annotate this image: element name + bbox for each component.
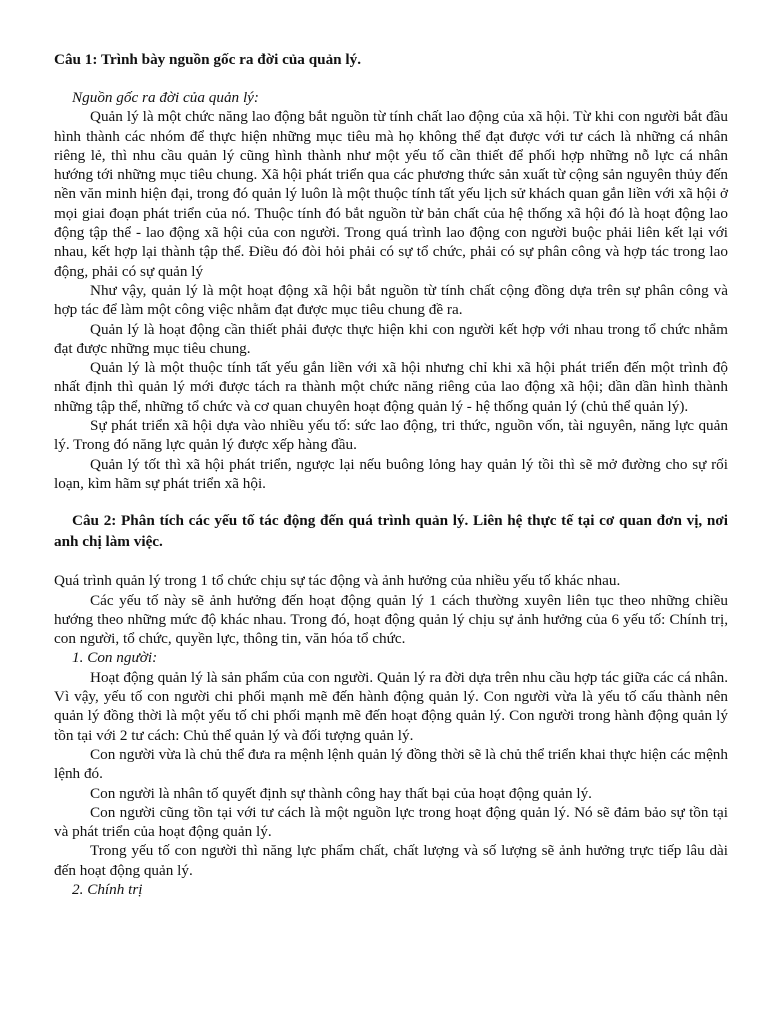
s1-paragraph-1: Hoạt động quản lý là sản phẩm của con người. Quản lý ra đời dựa trên nhu cầu hợp tác giữa các cá nhân. Vì vậy, yếu tố con người chi phối mạnh mẽ đến hành động quản lý. Con người vừa là yếu tố cấu thành nên quản lý đồng thời là một yếu tố chi phối mạnh mẽ đến hoạt động quản lý. Con người trong hành động quản lý tồn tại với 2 tư cách: Chủ thể quản lý và đối tượng quản lý.: [54, 668, 728, 744]
q1-paragraph-4: Quản lý là một thuộc tính tất yếu gắn liền với xã hội nhưng chỉ khi xã hội phát triển đến một trình độ nhất định thì quản lý mới được tách ra thành một chức năng riêng của lao động xã hội; dần dần hình thành những tập thể, những tổ chức và cơ quan chuyên hoạt động quản lý - hệ thống quản lý (chủ thể quản lý).: [54, 359, 728, 415]
section1-heading: 1. Con người:: [72, 649, 158, 667]
q2-intro-paragraph-2: Các yếu tố này sẽ ảnh hưởng đến hoạt động quản lý 1 cách thường xuyên liên tục theo những chiều hướng theo những mức độ khác nhau. Trong đó, hoạt động quản lý chịu sự ảnh hưởng của 6 yếu tố: Chính trị, con người, tổ chức, quyền lực, thông tin, văn hóa tổ chức.: [54, 591, 728, 648]
question2-title: Câu 2: Phân tích các yếu tố tác động đến quá trình quản lý. Liên hệ thực tế tại cơ quan đơn vị, nơi anh chị làm việc.: [54, 512, 728, 551]
q1-paragraph-2: Như vậy, quản lý là một hoạt động xã hội bắt nguồn từ tính chất cộng đồng dựa trên sự phân công và hợp tác để làm một công việc nhằm đạt được mục tiêu chung đề ra.: [54, 281, 728, 319]
q1-paragraph-1: Quản lý là một chức năng lao động bắt nguồn từ tính chất lao động của xã hội. Từ khi con người bắt đầu hình thành các nhóm để thực hiện những mục tiêu mà họ không thể đạt được với tư cách là những cá nhân riêng lẻ, thì nhu cầu quản lý cũng hình thành như một yếu tố cần thiết để phối hợp những nỗ lực cá nhân hướng tới những mục tiêu chung. Xã hội phát triển qua các phương thức sản xuất từ cộng sản nguyên thủy đến nền văn minh hiện đại, trong đó quản lý luôn là một thuộc tính tất yếu lịch sử khách quan gắn liền với xã hội ở mọi giai đoạn phát triển của nó. Thuộc tính đó bắt nguồn từ bản chất của hệ thống xã hội đó là hoạt động lao động tập thể - lao động xã hội của con người. Trong quá trình lao động con người buộc phải liên kết lại với nhau, kết hợp lại thành tập thể. Điều đó đòi hỏi phải có sự tổ chức, phải có sự phân công và hợp tác trong lao động, phải có sự quản lý: [54, 108, 728, 280]
q1-paragraph-3: Quản lý là hoạt động cần thiết phải được thực hiện khi con người kết hợp với nhau trong tổ chức nhằm đạt được những mục tiêu chung.: [54, 320, 728, 357]
q1-paragraph-6: Quản lý tốt thì xã hội phát triển, ngược lại nếu buông lỏng hay quản lý tồi thì sẽ mở đường cho sự rối loạn, kìm hãm sự phát triển xã hội.: [54, 455, 728, 492]
s1-paragraph-2: Con người vừa là chủ thể đưa ra mệnh lệnh quản lý đồng thời sẽ là chủ thể triển khai thực hiện các mệnh lệnh đó.: [54, 745, 728, 783]
s1-paragraph-3: Con người là nhân tố quyết định sự thành công hay thất bại của hoạt động quản lý.: [90, 784, 592, 802]
s1-paragraph-5: Trong yếu tố con người thì năng lực phẩm chất, chất lượng và số lượng sẽ ảnh hưởng trực tiếp lâu dài đến hoạt động quản lý.: [54, 842, 728, 879]
section2-heading: 2. Chính trị: [72, 880, 143, 898]
s1-paragraph-4: Con người cũng tồn tại với tư cách là một nguồn lực trong hoạt động quản lý. Nó sẽ đảm bảo sự tồn tại và phát triển của hoạt động quản lý.: [54, 803, 728, 841]
q2-intro-paragraph-1: Quá trình quản lý trong 1 tổ chức chịu sự tác động và ảnh hưởng của nhiều yếu tố khác nhau.: [54, 572, 621, 590]
question1-title: Câu 1: Trình bày nguồn gốc ra đời của quản lý.: [54, 51, 362, 68]
question1-subheading: Nguồn gốc ra đời của quản lý:: [72, 89, 259, 106]
q1-paragraph-5: Sự phát triển xã hội dựa vào nhiều yếu tố: sức lao động, tri thức, nguồn vốn, tài nguyên, năng lực quản lý. Trong đó năng lực quản lý được xếp hàng đầu.: [54, 417, 728, 454]
